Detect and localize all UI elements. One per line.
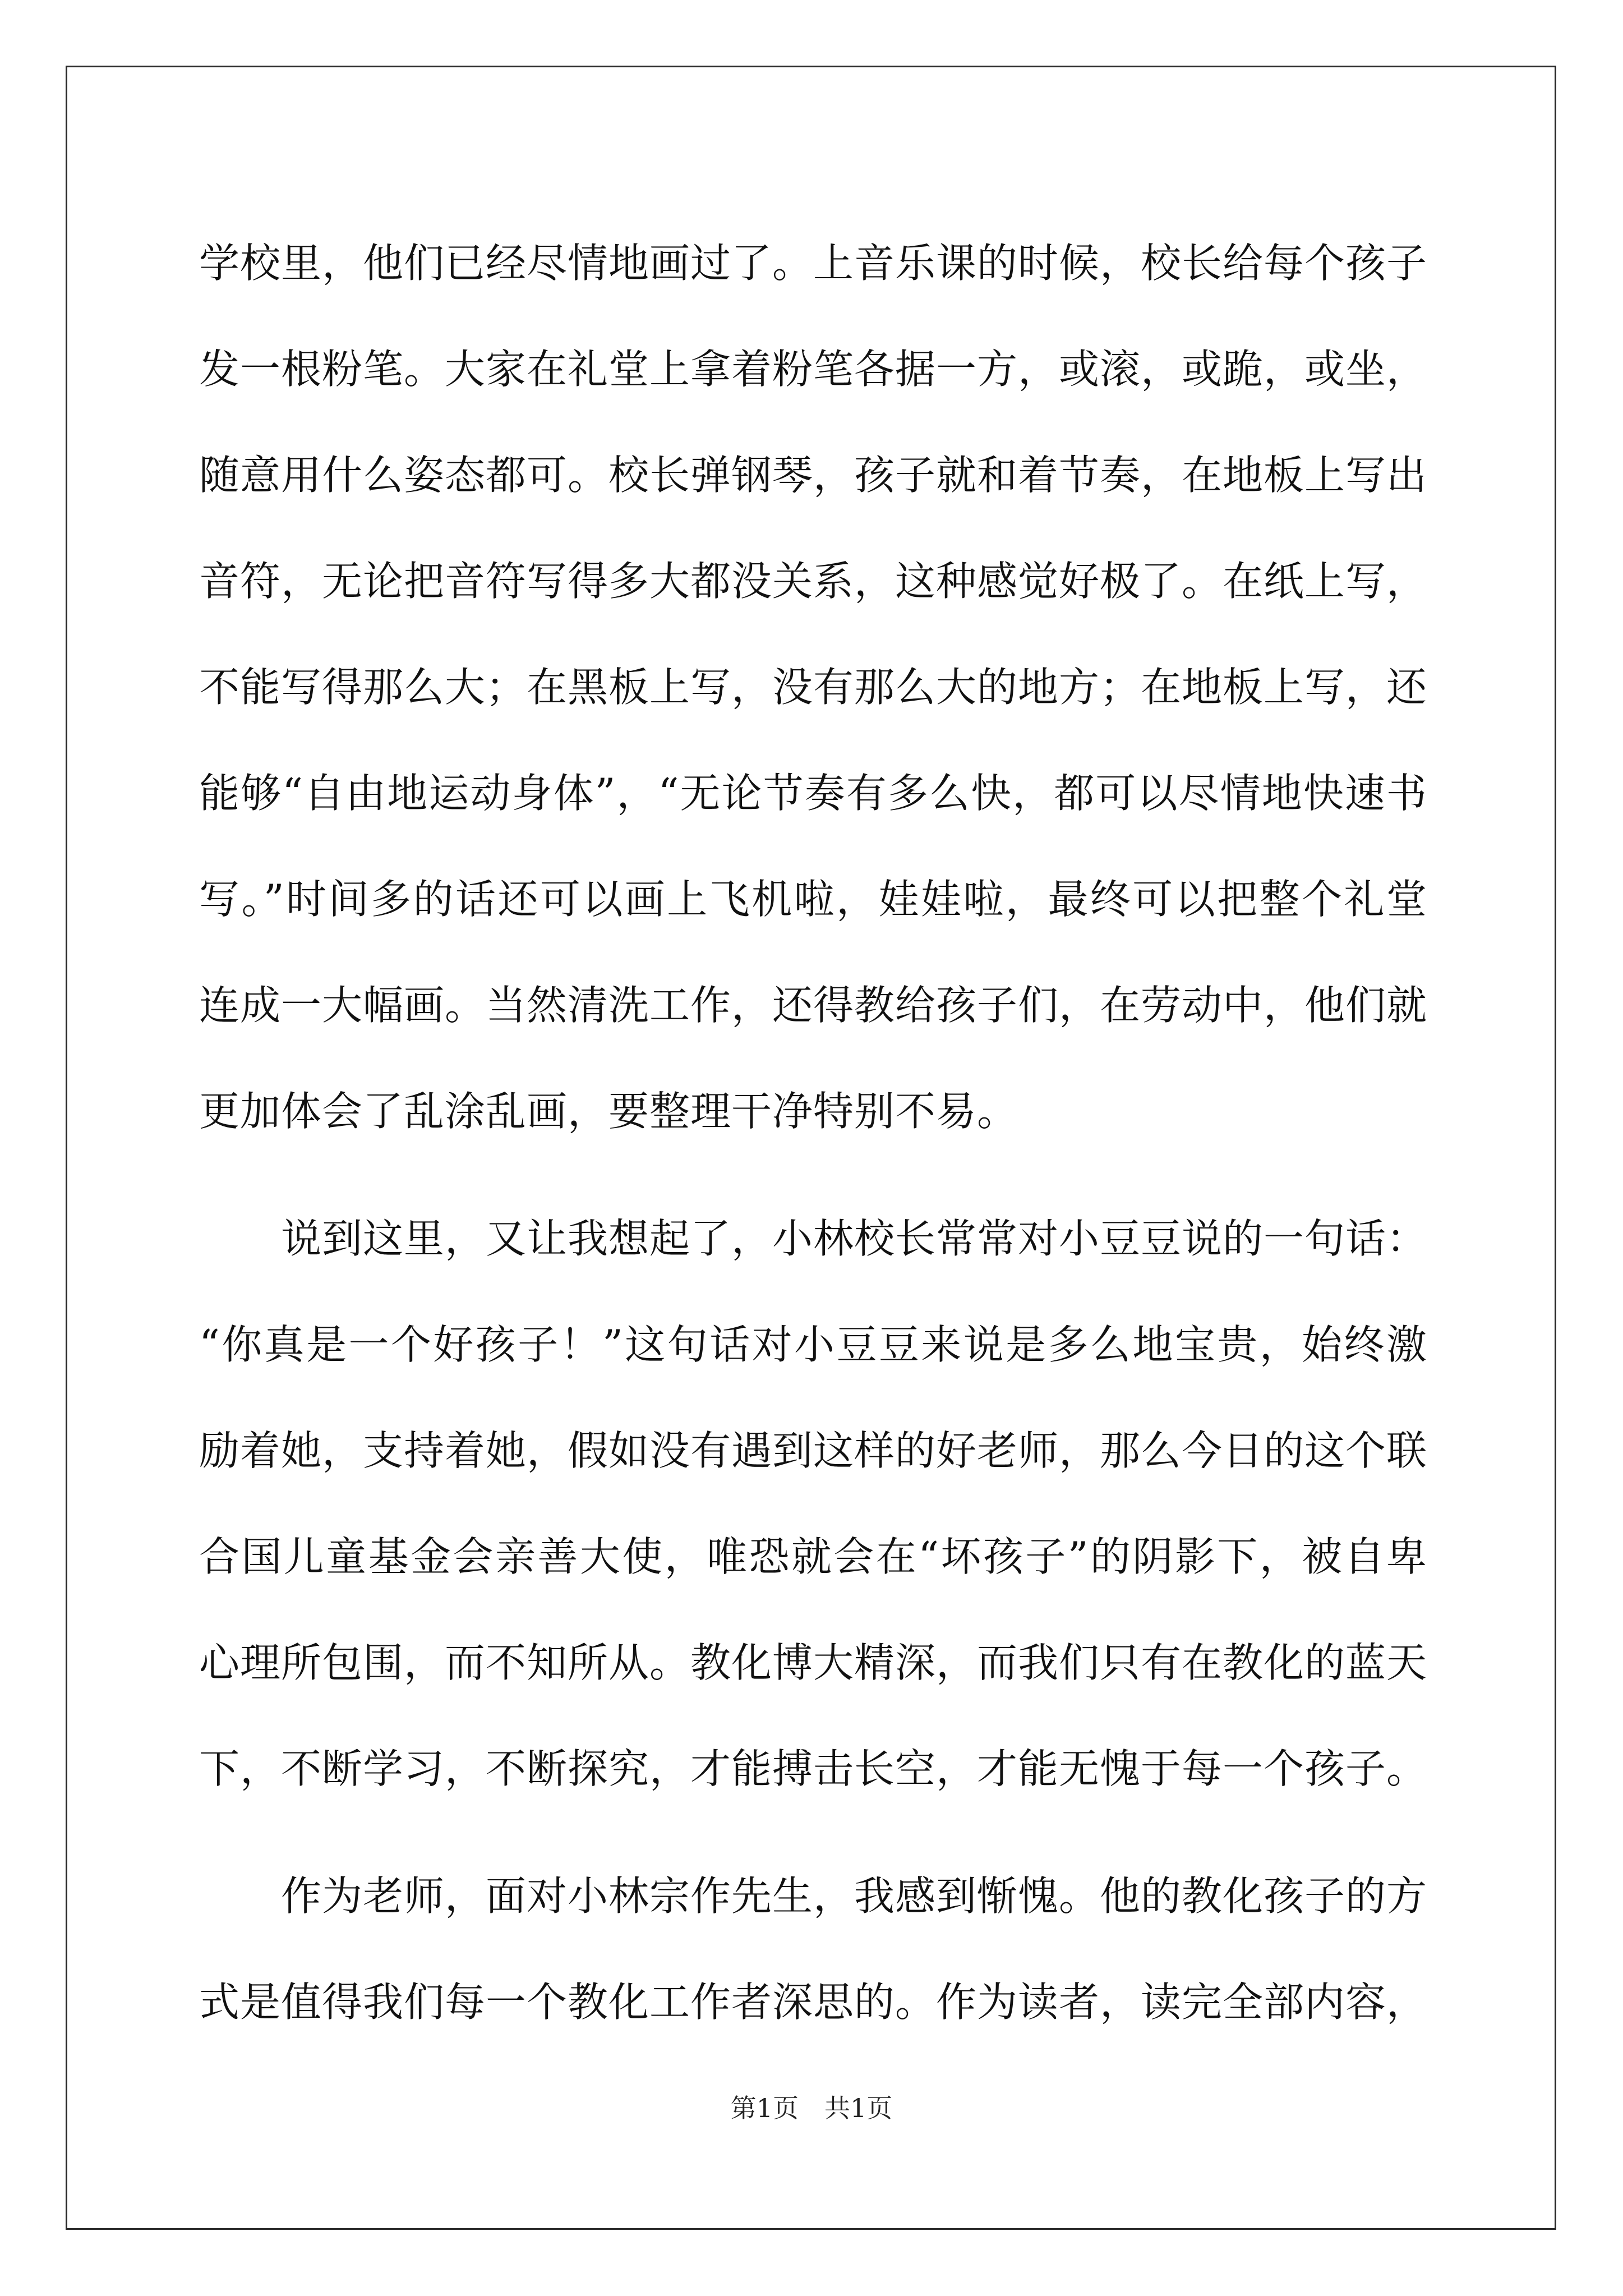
document-body [199,210,1427,2055]
text-line: 随意用什么姿态都可。校长弹钢琴，孩子就和着节奏，在地板上写出 [199,452,1428,499]
text-line: 励着她，支持着她，假如没有遇到这样的好老师，那么今日的这个联 [199,1427,1428,1474]
text-line: 更加体会了乱涂乱画，要整理干净特别不易。 [199,1088,1018,1135]
text-line: 音符，无论把音符写得多大都没关系，这种感觉好极了。在纸上写， [199,558,1428,605]
text-line: 说到这里，又让我想起了，小林校长常常对小豆豆说的一句话： [281,1215,1428,1262]
text-line: 不能写得那么大；在黑板上写，没有那么大的地方；在地板上写，还 [199,664,1428,711]
text-line: 合国儿童基金会亲善大使，唯恐就会在“坏孩子”的阴影下，被自卑 [199,1533,1427,1580]
text-line: 学校里，他们已经尽情地画过了。上音乐课的时候，校长给每个孩子 [199,240,1428,287]
page-number: 第1页 共1页 [730,2093,893,2123]
text-line: “你真是一个好孩子！”这句话对小豆豆来说是多么地宝贵，始终激 [199,1321,1427,1368]
text-line: 心理所包围，而不知所从。教化博大精深，而我们只有在教化的蓝天 [199,1639,1428,1686]
text-line: 作为老师，面对小林宗作先生，我感到惭愧。他的教化孩子的方 [281,1872,1428,1920]
text-line: 连成一大幅画。当然清洗工作，还得教给孩子们，在劳动中，他们就 [199,982,1428,1029]
text-line: 能够“自由地运动身体”，“无论节奏有多么快，都可以尽情地快速书 [199,770,1427,817]
text-line: 写。”时间多的话还可以画上飞机啦，娃娃啦，最终可以把整个礼堂 [199,876,1427,923]
text-line: 式是值得我们每一个教化工作者深思的。作为读者，读完全部内容， [199,1978,1428,2026]
text-line: 发一根粉笔。大家在礼堂上拿着粉笔各据一方，或滚，或跪，或坐， [199,346,1428,393]
page-footer [0,2088,1623,2125]
text-line: 下，不断学习，不断探究，才能搏击长空，才能无愧于每一个孩子。 [199,1745,1428,1792]
